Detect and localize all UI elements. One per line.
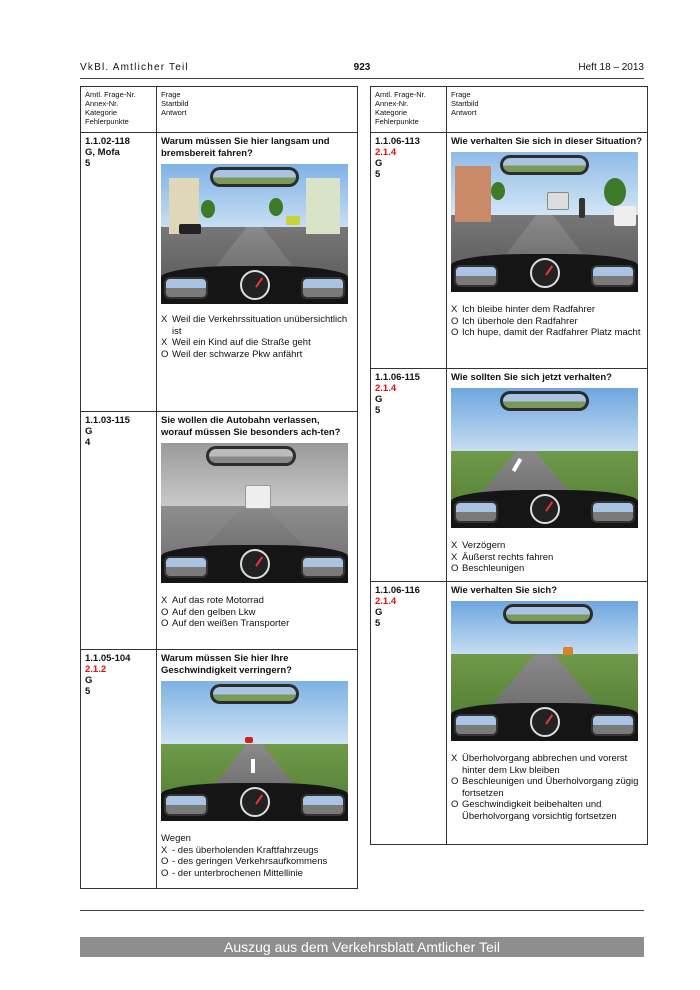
question-number: 1.1.06-113 (375, 136, 420, 147)
answer-list (451, 540, 643, 575)
header-col-question: Frage Startbild Antwort (451, 90, 479, 117)
table-header (81, 87, 357, 133)
category: G, Mofa (85, 147, 120, 158)
answer-list (451, 753, 643, 822)
table-row (81, 650, 357, 888)
question-text: Wie sollten Sie sich jetzt verhalten? (451, 372, 612, 383)
penalty-points: 4 (85, 437, 91, 448)
list-item: O - des geringen Verkehrsaufkommens (161, 856, 328, 867)
start-image-city (161, 164, 348, 304)
list-item: O - der unterbrochenen Mittellinie (161, 867, 303, 879)
issue-label: Heft 18 – 2013 (578, 62, 644, 73)
list-item: O Auf den gelben Lkw (161, 606, 256, 618)
answer-list (161, 595, 353, 630)
start-image-narrow-road (451, 388, 638, 528)
list-item: X Äußerst rechts fahren (451, 551, 554, 563)
penalty-points: 5 (375, 169, 381, 180)
question-number: 1.1.02-118 (85, 136, 130, 147)
answer-list (161, 845, 353, 880)
list-item: X Weil die Verkehrssituation unübersichtlich ist (161, 314, 348, 337)
list-item: X Weil ein Kind auf die Straße geht (161, 337, 311, 348)
question-number: 1.1.06-115 (375, 372, 420, 383)
list-item: O Geschwindigkeit beibehalten und Überholvorgang vorsichtig fortsetzen (451, 799, 617, 822)
answer-intro: Wegen (161, 833, 191, 844)
footer-rule (80, 910, 644, 911)
question-number: 1.1.03-115 (85, 415, 130, 426)
header-col-number: Amtl. Frage-Nr. Annex-Nr. Kategorie Fehlerpunkte (81, 87, 157, 132)
table-header (371, 87, 647, 133)
category: G (375, 607, 383, 618)
start-image-country-road (161, 681, 348, 821)
footer-banner: Auszug aus dem Verkehrsblatt Amtlicher Teil (80, 937, 644, 957)
answer-list (451, 304, 643, 339)
table-row (371, 582, 647, 844)
journal-title: VkBl. Amtlicher Teil (80, 62, 189, 73)
list-item: O Auf den weißen Transporter (161, 618, 290, 629)
penalty-points: 5 (375, 618, 381, 629)
header-rule (80, 78, 644, 79)
penalty-points: 5 (85, 686, 91, 697)
table-row (371, 133, 647, 369)
question-text: Wie verhalten Sie sich? (451, 585, 558, 596)
question-text: Warum müssen Sie hier Ihre Geschwindigkeit verringern? (161, 653, 292, 676)
category: G (375, 394, 383, 405)
question-text: Sie wollen die Autobahn verlassen, worauf müssen Sie besonders ach-ten? (161, 415, 341, 438)
question-number: 1.1.05-104 (85, 653, 131, 664)
list-item: X Ich bleibe hinter dem Radfahrer (451, 304, 596, 315)
list-item: X Verzögern (451, 540, 506, 551)
annex-number: 2.1.4 (375, 147, 397, 158)
annex-number: 2.1.2 (85, 664, 107, 675)
list-item: O Beschleunigen und Überholvorgang zügig fortsetzen (451, 776, 639, 799)
list-item: O Beschleunigen (451, 563, 525, 574)
list-item: X Auf das rote Motorrad (161, 595, 264, 606)
answer-list (161, 314, 353, 360)
list-item: X Überholvorgang abbrechen und vorerst hinter dem Lkw bleiben (451, 753, 628, 776)
question-table-right (370, 86, 648, 845)
question-table-left (80, 86, 358, 889)
question-text: Warum müssen Sie hier langsam und bremsbereit fahren? (161, 136, 330, 159)
question-number: 1.1.06-116 (375, 585, 420, 596)
annex-number: 2.1.4 (375, 596, 397, 607)
start-image-cyclist (451, 152, 638, 292)
page-header (80, 62, 644, 78)
page-number: 923 (353, 62, 371, 73)
category: G (375, 158, 383, 169)
header-col-number: Amtl. Frage-Nr. Annex-Nr. Kategorie Fehlerpunkte (371, 87, 447, 132)
list-item: X - des überholenden Kraftfahrzeugs (161, 844, 319, 856)
question-text: Wie verhalten Sie sich in dieser Situation? (451, 136, 643, 147)
category: G (85, 426, 93, 437)
list-item: O Ich überhole den Radfahrer (451, 315, 578, 327)
start-image-overtaking (451, 601, 638, 741)
penalty-points: 5 (375, 405, 381, 416)
table-row (81, 133, 357, 412)
penalty-points: 5 (85, 158, 91, 169)
list-item: O Ich hupe, damit der Radfahrer Platz macht (451, 327, 641, 338)
header-col-question: Frage Startbild Antwort (161, 90, 189, 117)
start-image-motorway-exit (161, 443, 348, 583)
table-row (371, 369, 647, 582)
list-item: O Weil der schwarze Pkw anfährt (161, 348, 303, 360)
table-row (81, 412, 357, 650)
category: G (85, 675, 93, 686)
annex-number: 2.1.4 (375, 383, 397, 394)
